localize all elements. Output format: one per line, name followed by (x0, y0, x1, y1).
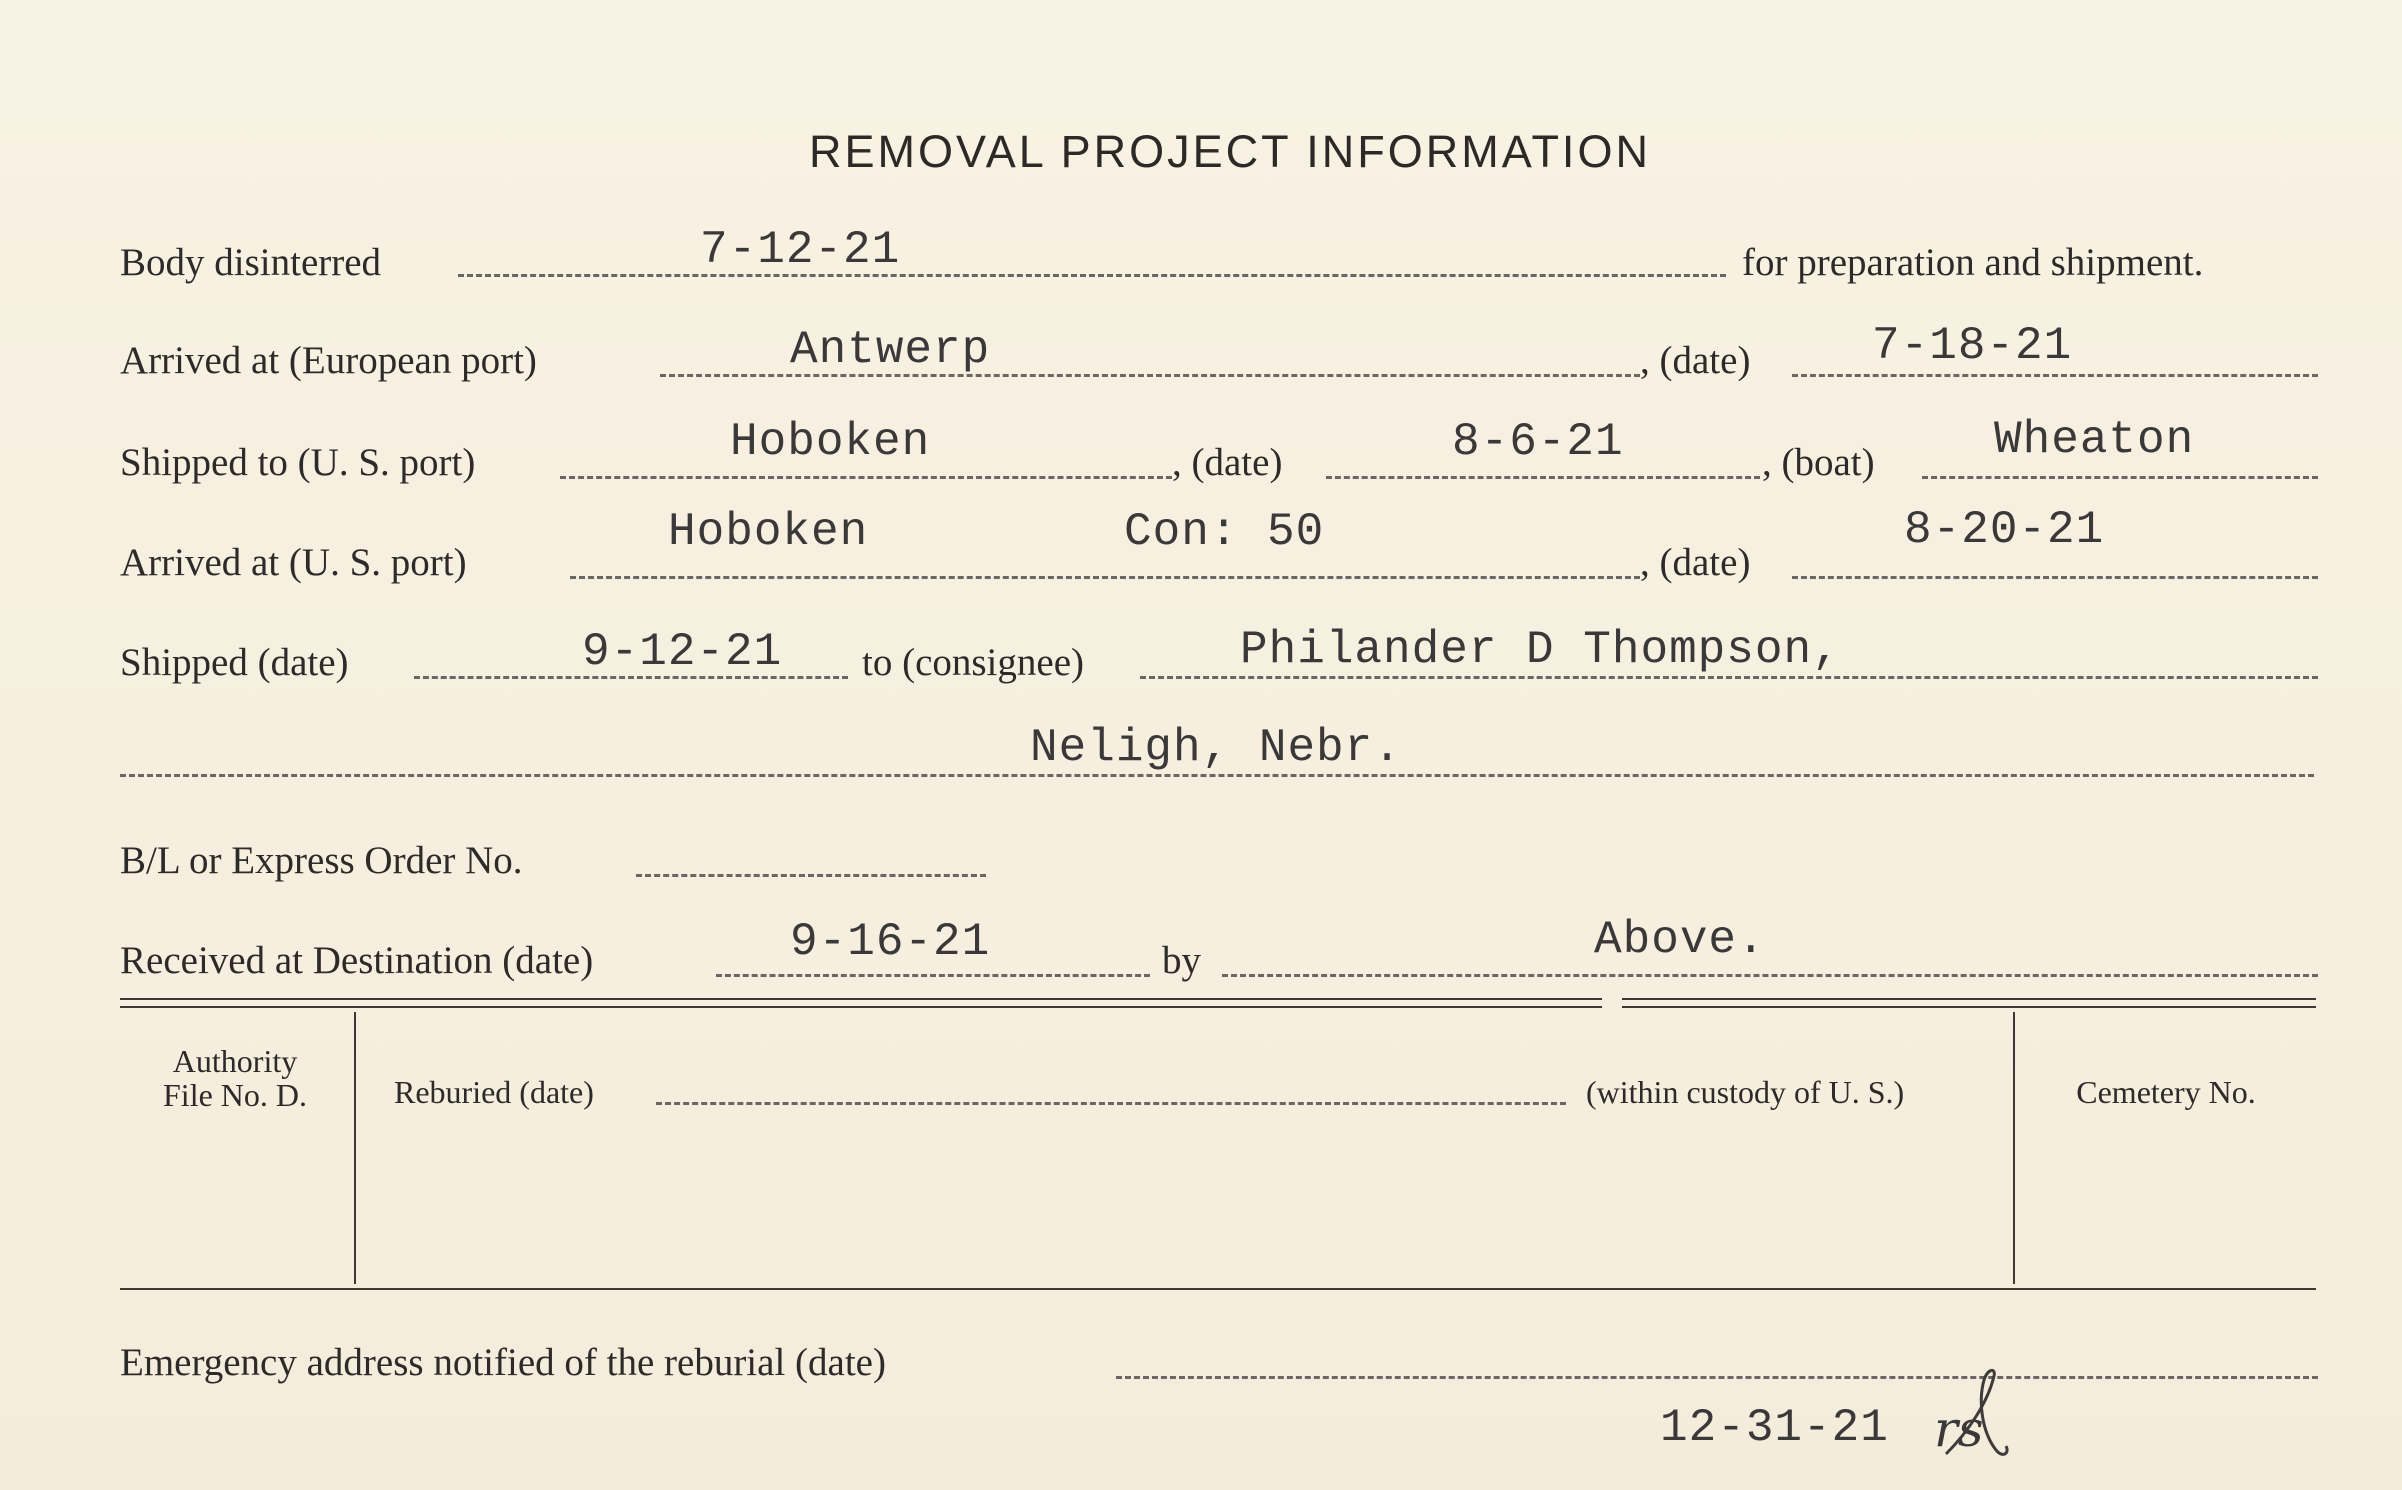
body-disinterred-date: 7-12-21 (700, 224, 901, 276)
shipped-to-date-value: 8-6-21 (1452, 416, 1624, 468)
us-arrival-date-label: , (date) (1640, 541, 1751, 584)
consignee-value: Philander D Thompson, (1240, 624, 1841, 676)
cemetery-no-label: Cemetery No. (2076, 1074, 2256, 1110)
emergency-address-line (1116, 1376, 2318, 1379)
european-port-label: Arrived at (European port) (120, 339, 537, 382)
reburied-date-line (656, 1102, 1566, 1105)
european-port-value: Antwerp (790, 324, 991, 376)
express-order-label: B/L or Express Order No. (120, 839, 523, 882)
consignee-address: Neligh, Nebr. (1030, 722, 1402, 774)
european-date-line (1792, 374, 2318, 377)
card-title: REMOVAL PROJECT INFORMATION (809, 126, 1651, 177)
shipped-date-value: 9-12-21 (582, 626, 783, 678)
received-destination-line (716, 974, 1150, 977)
table-top-rule-right-b (1622, 1006, 2316, 1008)
us-port-arrival-value: Hoboken (668, 506, 869, 558)
custody-label: (within custody of U. S.) (1586, 1074, 1905, 1110)
shipped-to-port-line (560, 476, 1172, 479)
consignee-address-line (120, 774, 2314, 777)
express-order-line (636, 874, 986, 877)
european-date-label: , (date) (1640, 339, 1751, 382)
emergency-notified-date: 12-31-21 (1660, 1402, 1889, 1454)
us-arrival-date-line (1792, 576, 2318, 579)
boat-label: , (boat) (1762, 441, 1875, 484)
received-destination-date: 9-16-21 (790, 916, 991, 968)
consignee-line (1140, 676, 2318, 679)
consignee-label: to (consignee) (862, 641, 1085, 684)
table-top-rule-right-a (1622, 998, 2316, 1000)
shipped-to-port-value: Hoboken (730, 416, 931, 468)
received-destination-label: Received at Destination (date) (120, 939, 594, 982)
shipped-to-port-label: Shipped to (U. S. port) (120, 441, 476, 484)
received-by-line (1222, 974, 2318, 977)
table-divider-left (354, 1012, 356, 1284)
table-divider-right (2013, 1012, 2015, 1284)
initials-flourish-icon (1938, 1362, 2018, 1472)
shipped-to-date-line (1326, 476, 1760, 479)
shipped-to-date-label: , (date) (1172, 441, 1283, 484)
boat-line (1922, 476, 2318, 479)
received-by-value: Above. (1594, 914, 1766, 966)
table-top-rule-left-b (120, 1006, 1602, 1008)
us-port-arrival-line (570, 576, 1640, 579)
authority-file-cell (120, 1044, 350, 1112)
shipped-date-label: Shipped (date) (120, 641, 349, 684)
european-date-value: 7-18-21 (1872, 320, 2073, 372)
emergency-address-label: Emergency address notified of the reburial (date) (120, 1341, 886, 1384)
preparation-shipment-label: for preparation and shipment. (1742, 241, 2204, 284)
us-arrival-date-value: 8-20-21 (1904, 504, 2105, 556)
body-disinterred-line (458, 274, 1726, 277)
received-by-label: by (1162, 939, 1201, 982)
authority-label: Authority (172, 1043, 298, 1079)
clerk-initials: rs (1934, 1400, 1984, 1458)
file-no-label: File No. D. (163, 1077, 307, 1113)
table-bottom-rule (120, 1288, 2316, 1290)
boat-value: Wheaton (1994, 414, 2195, 466)
body-disinterred-label: Body disinterred (120, 241, 382, 284)
container-number: Con: 50 (1124, 506, 1325, 558)
reburied-date-label: Reburied (date) (394, 1074, 594, 1110)
us-port-arrival-label: Arrived at (U. S. port) (120, 541, 467, 584)
table-top-rule-left-a (120, 998, 1602, 1000)
